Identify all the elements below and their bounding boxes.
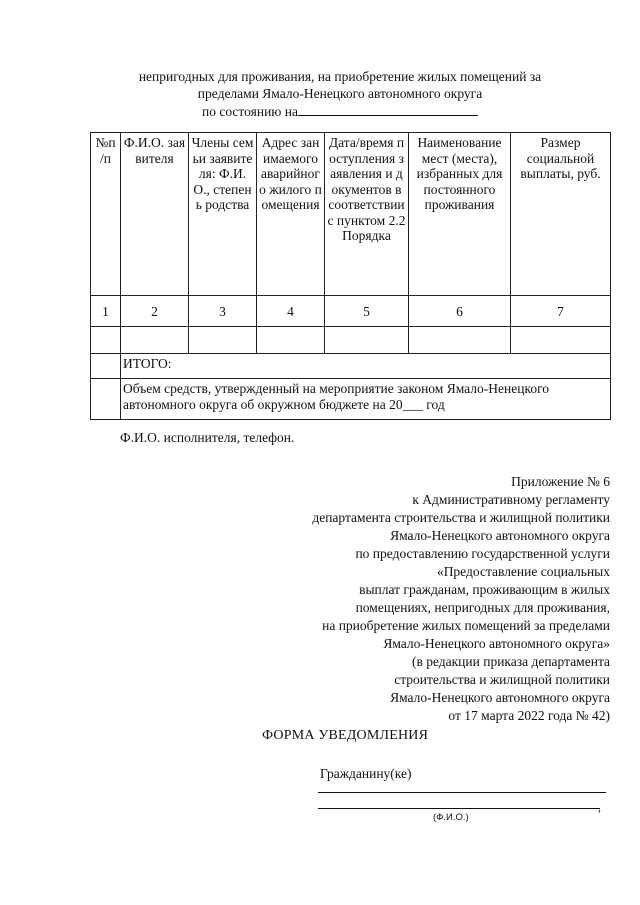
executor-contact: Ф.И.О. исполнителя, телефон. — [120, 430, 295, 445]
header-line-1: непригодных для проживания, на приобретение жилых помещений за — [138, 69, 542, 84]
empty-data-row — [91, 327, 611, 354]
empty-cell — [257, 327, 325, 354]
column-header: Размер социальной выплаты, руб. — [511, 133, 611, 296]
empty-cell — [91, 354, 121, 379]
header-line-3 — [60, 102, 620, 120]
annex-line: по предоставлению государственной услуги — [355, 546, 610, 561]
column-header: Ф.И.О. заявителя — [121, 133, 189, 296]
annex-line: Приложение № 6 — [511, 474, 610, 489]
annex-line: выплат гражданам, проживающим в жилых — [359, 582, 610, 597]
annex-line: к Административному регламенту — [412, 492, 610, 507]
annex-line: от 17 марта 2022 года № 42) — [448, 708, 610, 723]
annex-line: помещениях, непригодных для проживания, — [355, 600, 610, 615]
column-number-row — [91, 296, 611, 327]
as-of-label: по состоянию на — [202, 104, 298, 119]
column-header: Наименование мест (места), избранных для постоянного проживания — [409, 133, 511, 296]
empty-cell — [121, 327, 189, 354]
budget-text: Объем средств, утвержденный на мероприятие законом Ямало-Ненецкого автономного округа об окружном бюджете на 20___ год — [121, 379, 611, 420]
empty-cell — [409, 327, 511, 354]
column-header: Члены семьи заявителя: Ф.И.О., степень родства — [189, 133, 257, 296]
empty-cell — [511, 327, 611, 354]
form-title: ФОРМА УВЕДОМЛЕНИЯ — [262, 728, 429, 743]
column-header: Адрес занимаемого аварийного жилого помещения — [257, 133, 325, 296]
column-number: 2 — [121, 296, 189, 327]
line-end-comma: , — [598, 800, 601, 814]
column-number: 7 — [511, 296, 611, 327]
annex-line: Ямало-Ненецкого автономного округа» — [383, 636, 610, 651]
empty-cell — [189, 327, 257, 354]
column-number: 3 — [189, 296, 257, 327]
column-number: 4 — [257, 296, 325, 327]
column-number: 5 — [325, 296, 409, 327]
register-table — [90, 132, 611, 420]
table-header-row — [91, 133, 611, 296]
column-number: 6 — [409, 296, 511, 327]
annex-line: «Предоставление социальных — [436, 564, 610, 579]
column-header: №п /п — [91, 133, 121, 296]
empty-cell — [325, 327, 409, 354]
annex-line: (в редакции приказа департамента — [411, 654, 610, 669]
annex-line: строительства и жилищной политики — [394, 672, 610, 687]
budget-row — [91, 379, 611, 420]
annex-line: департамента строительства и жилищной политики — [312, 510, 610, 525]
column-header: Дата/время поступления заявления и документов в соответствии с пунктом 2.2 Порядка — [325, 133, 409, 296]
empty-cell — [91, 327, 121, 354]
date-blank-line — [298, 102, 478, 116]
name-blank-line-2 — [318, 808, 600, 809]
total-row — [91, 354, 611, 379]
fio-caption: (Ф.И.О.) — [433, 812, 469, 823]
annex-line: Ямало-Ненецкого автономного округа — [390, 690, 610, 705]
annex-block — [250, 473, 610, 725]
empty-cell — [91, 379, 121, 420]
citizen-label: Гражданину(ке) — [320, 766, 412, 781]
header-line-2: пределами Ямало-Ненецкого автономного округа — [197, 86, 483, 101]
document-header — [60, 68, 620, 120]
total-label: ИТОГО: — [121, 354, 611, 379]
name-blank-line-1 — [318, 792, 606, 793]
annex-line: на приобретение жилых помещений за пределами — [322, 618, 610, 633]
annex-line: Ямало-Ненецкого автономного округа — [390, 528, 610, 543]
column-number: 1 — [91, 296, 121, 327]
